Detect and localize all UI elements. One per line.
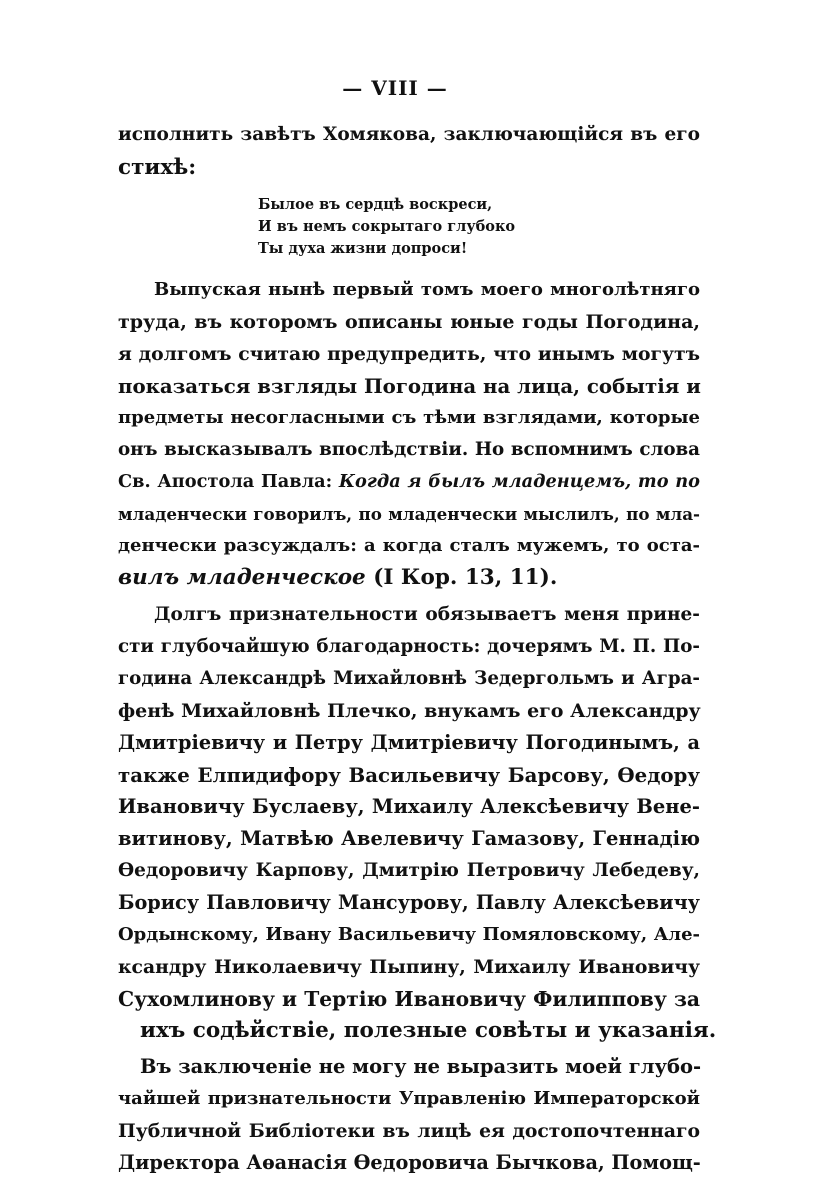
text-line: исполнить завѣтъ Хомякова, заключающійся въ его (118, 124, 700, 145)
text-line: витинову, Матвѣю Авелевичу Гамазову, Геннадію (118, 827, 700, 850)
italic-quote-line: младенчески говорилъ, по младенчески мыслилъ, по мла- (118, 504, 700, 524)
text-line: Директора Аѳанасія Ѳедоровича Бычкова, Помощ- (118, 1151, 701, 1174)
text-line: я долгомъ считаю предупредить, что инымъ могутъ (118, 343, 700, 365)
text-line: фенѣ Михайловнѣ Плечко, внукамъ его Александру (118, 700, 701, 722)
text-line: труда, въ которомъ описаны юные годы Погодина, (118, 311, 700, 333)
italic-quote: Когда я былъ младенцемъ, то по (338, 471, 701, 492)
text-run: Св. Апостола Павла: (118, 471, 339, 492)
text-line: также Елпидифору Васильевичу Барсову, Ѳедору (118, 763, 700, 787)
text-line: година Александрѣ Михайловнѣ Зедергольмъ и Агра- (118, 668, 700, 689)
text-line: Публичной Библіотеки въ лицѣ ея достопочтеннаго (118, 1120, 700, 1142)
text-line: онъ высказывалъ впослѣдствіи. Но вспомнимъ слова (118, 439, 700, 460)
paragraph-first-line: Въ заключеніе не могу не выразить моей глубо- (140, 1055, 702, 1078)
text-line: сти глубочайшую благодарность: дочерямъ М. П. По- (118, 636, 700, 657)
text-line: Сухомлинову и Тертію Ивановичу Филиппову за (118, 987, 700, 1011)
text-line: Ивановичу Буслаеву, Михаилу Алексѣевичу Вене- (118, 795, 700, 818)
text-line: Ордынскому, Ивану Васильевичу Помяловскому, Але- (118, 924, 700, 945)
text-line: Дмитріевичу и Петру Дмитріевичу Погодинымъ, а (118, 731, 700, 754)
italic-quote: вилъ младенческое (118, 565, 366, 590)
text-line (118, 563, 700, 593)
text-line: Борису Павловичу Мансурову, Павлу Алексѣевичу (118, 891, 700, 914)
page-number: — VIII — (342, 76, 448, 100)
verse-line: И въ немъ сокрытаго глубоко (258, 218, 516, 235)
text-line: предметы несогласными съ тѣми взглядами, которые (118, 407, 700, 428)
verse-line: Ты духа жизни допроси! (258, 240, 468, 257)
text-line: ихъ содѣйствіе, полезные совѣты и указанія. (140, 1018, 717, 1043)
text-line: стихѣ: (118, 155, 197, 180)
paragraph-first-line: Выпуская нынѣ первый томъ моего многолѣтняго (154, 279, 700, 300)
paragraph-first-line: Долгъ признательности обязываетъ меня прине- (154, 604, 700, 625)
text-line: чайшей признательности Управленію Императорской (118, 1088, 700, 1109)
text-line: Ѳедоровичу Карпову, Дмитрію Петровичу Лебедеву, (118, 860, 700, 881)
italic-quote-line: денчески разсуждалъ: а когда сталъ мужемъ, то оста- (118, 535, 700, 556)
citation: (I Кор. 13, 11). (365, 565, 558, 590)
text-line: показаться взгляды Погодина на лица, событія и (118, 374, 701, 398)
verse-line: Былое въ сердцѣ воскреси, (258, 196, 493, 213)
text-line: ксандру Николаевичу Пыпину, Михаилу Ивановичу (118, 956, 700, 978)
text-line (118, 467, 700, 497)
